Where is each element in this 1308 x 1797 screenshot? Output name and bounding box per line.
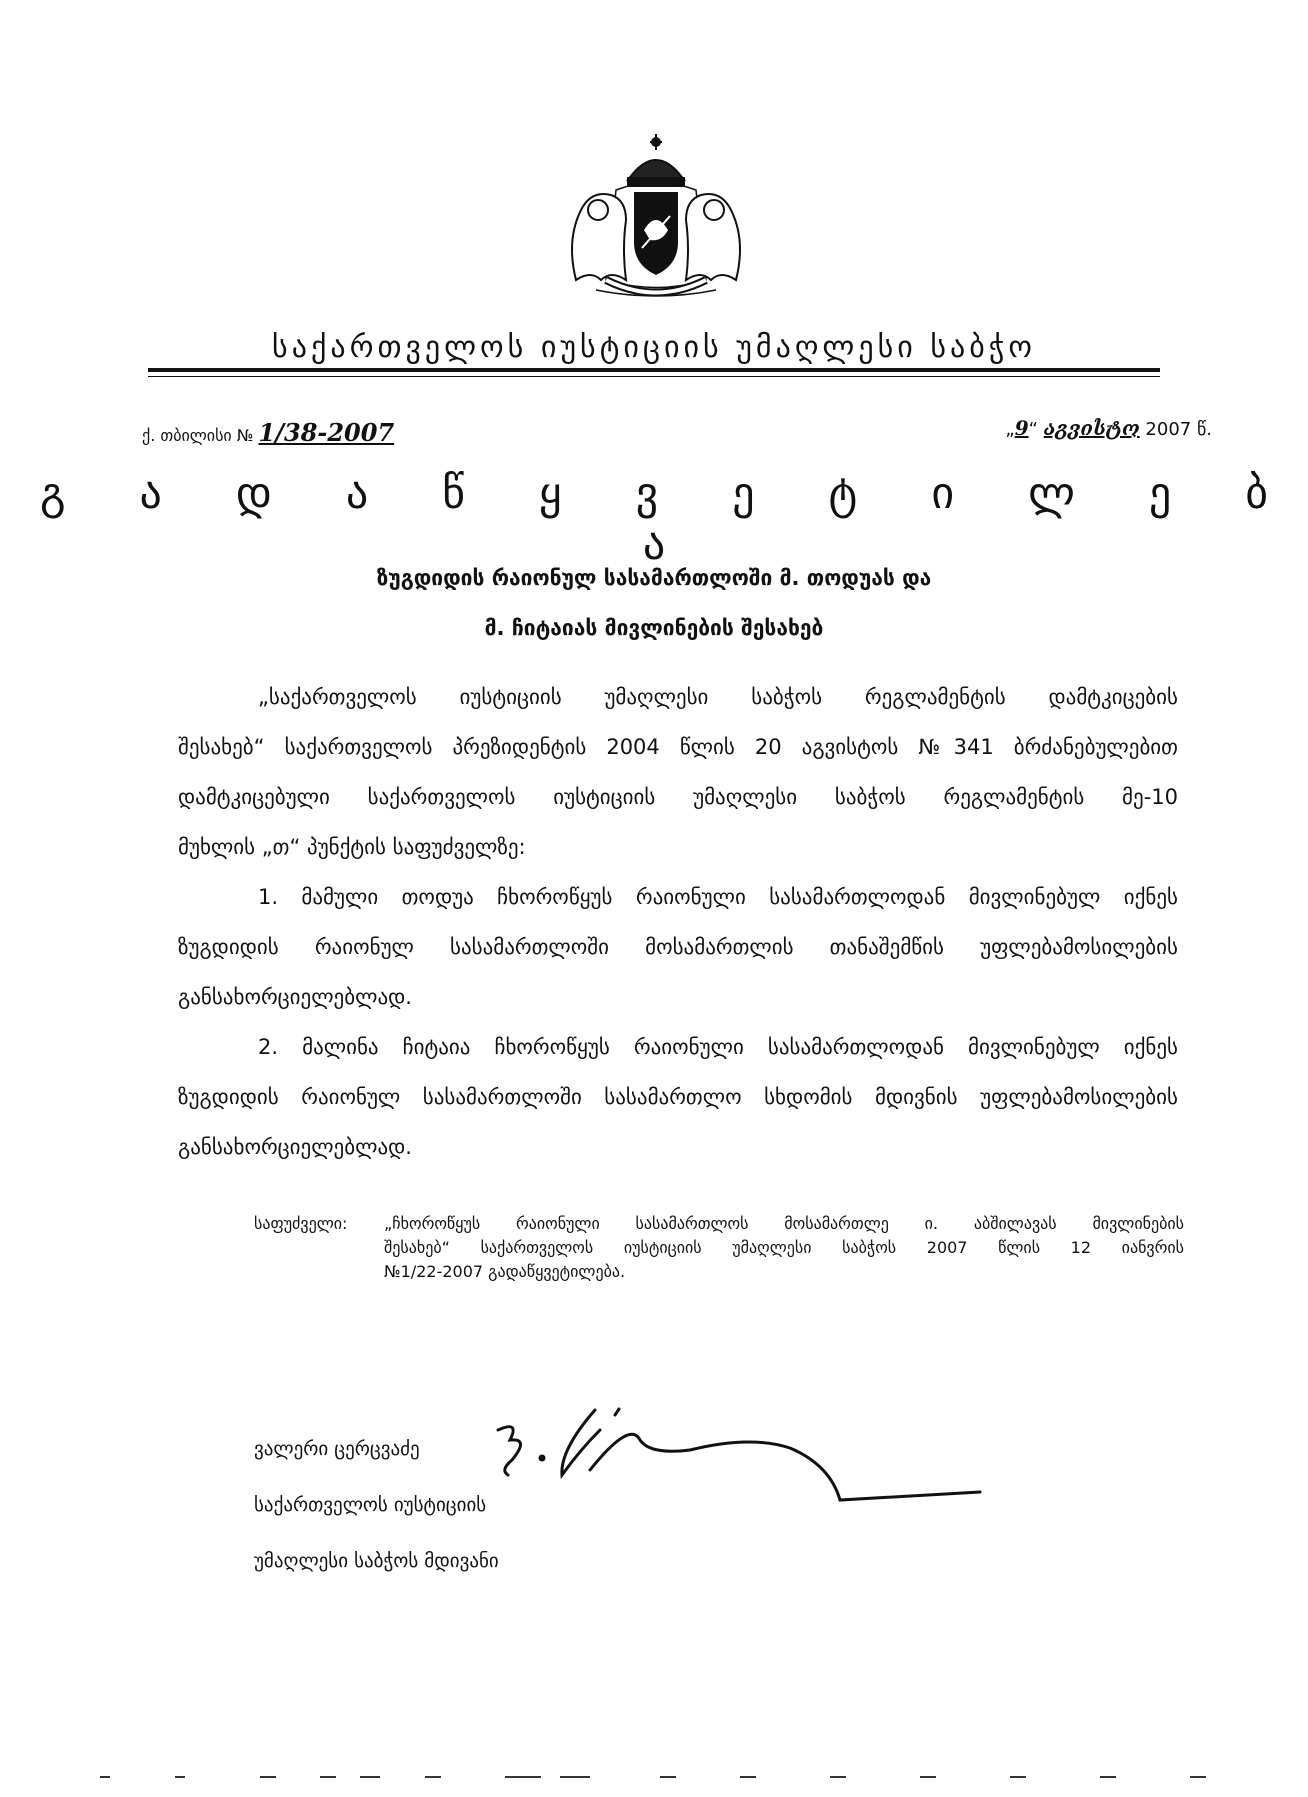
basis-line: „ჩხოროწყუს რაიონული სასამართლოს მოსამართლე ი. აბშილავას მივლინების [384, 1214, 1184, 1233]
preamble-line: მუხლის „თ“ პუნქტის საფუძველზე: [178, 835, 526, 859]
city-label: ქ. თბილისი № [142, 426, 254, 445]
signatory-position-line-2: უმაღლესი საბჭოს მდივანი [254, 1550, 499, 1572]
item-line: 2. მალინა ჩიტაია ჩხოროწყუს რაიონული სასამართლოდან მივლინებულ იქნეს [258, 1035, 1178, 1059]
scan-artifact [830, 1776, 846, 1778]
scan-artifact [100, 1776, 110, 1778]
scan-artifact [1100, 1776, 1116, 1778]
item-line: განსახორციელებლად. [178, 1135, 412, 1159]
date-year: 2007 წ. [1145, 419, 1212, 440]
scan-artifact [425, 1776, 441, 1778]
scan-artifact [920, 1776, 936, 1778]
preamble-line: „საქართველოს იუსტიციის უმაღლესი საბჭოს რეგლამენტის დამტკიცების [258, 685, 1178, 709]
resolution-item-1 [178, 872, 1178, 1022]
item-line: განსახორციელებლად. [178, 985, 412, 1009]
scan-artifact [560, 1776, 590, 1778]
subject-line-2: მ. ჩიტაიას მივლინების შესახებ [484, 616, 824, 640]
scan-artifact [740, 1776, 756, 1778]
preamble [178, 672, 1178, 872]
signatory-name: ვალერი ცერცვაძე [254, 1438, 420, 1460]
scan-artifact [1010, 1776, 1026, 1778]
scan-artifact [360, 1776, 380, 1778]
item-line: ზუგდიდის რაიონულ სასამართლოში მოსამართლის თანაშემწის უფლებამოსილების [178, 935, 1178, 959]
preamble-line: შესახებ“ საქართველოს პრეზიდენტის 2004 წლის 20 აგვისტოს №341 ბრძანებულებით [178, 735, 1178, 759]
date-line: „9“ აგვისტო 2007 წ. [1005, 416, 1212, 440]
scan-artifact [660, 1776, 676, 1778]
basis-line: შესახებ“ საქართველოს იუსტიციის უმაღლესი საბჭოს 2007 წლის 12 იანვრის [384, 1238, 1184, 1257]
document-title: გ ა დ ა წ ყ ვ ე ტ ი ლ ე ბ ა [39, 468, 1299, 570]
signatory-position-line-1: საქართველოს იუსტიციის [254, 1494, 487, 1516]
basis-label: საფუძველი: [254, 1214, 348, 1233]
header-rule-thin [148, 376, 1160, 377]
subject-line-1: ზუგდიდის რაიონულ სასამართლოში მ. თოდუას და [376, 566, 932, 590]
council-header: საქართველოს იუსტიციის უმაღლესი საბჭო [272, 330, 1036, 365]
date-day: 9 [1014, 416, 1029, 440]
item-line: 1. მამული თოდუა ჩხოროწყუს რაიონული სასამართლოდან მივლინებულ იქნეს [258, 885, 1178, 909]
scan-artifact [260, 1776, 276, 1778]
basis-line: №1/22-2007 გადაწყვეტილება. [384, 1262, 626, 1281]
item-line: ზუგდიდის რაიონულ სასამართლოში სასამართლო სხდომის მდივნის უფლებამოსილების [178, 1085, 1178, 1109]
header-rule-thick [148, 368, 1160, 372]
resolution-item-2 [178, 1022, 1178, 1172]
preamble-line: დამტკიცებული საქართველოს იუსტიციის უმაღლესი საბჭოს რეგლამენტის მე-10 [178, 785, 1178, 809]
reference-line [142, 418, 394, 447]
date-month: აგვისტო [1043, 416, 1140, 440]
scan-artifact [320, 1776, 336, 1778]
coat-of-arms-emblem [556, 130, 756, 305]
scan-artifact [505, 1776, 541, 1778]
scan-artifact [175, 1776, 185, 1778]
reference-number: 1/38-2007 [258, 418, 395, 447]
handwritten-signature [490, 1400, 1010, 1520]
scan-artifact [1190, 1776, 1206, 1778]
